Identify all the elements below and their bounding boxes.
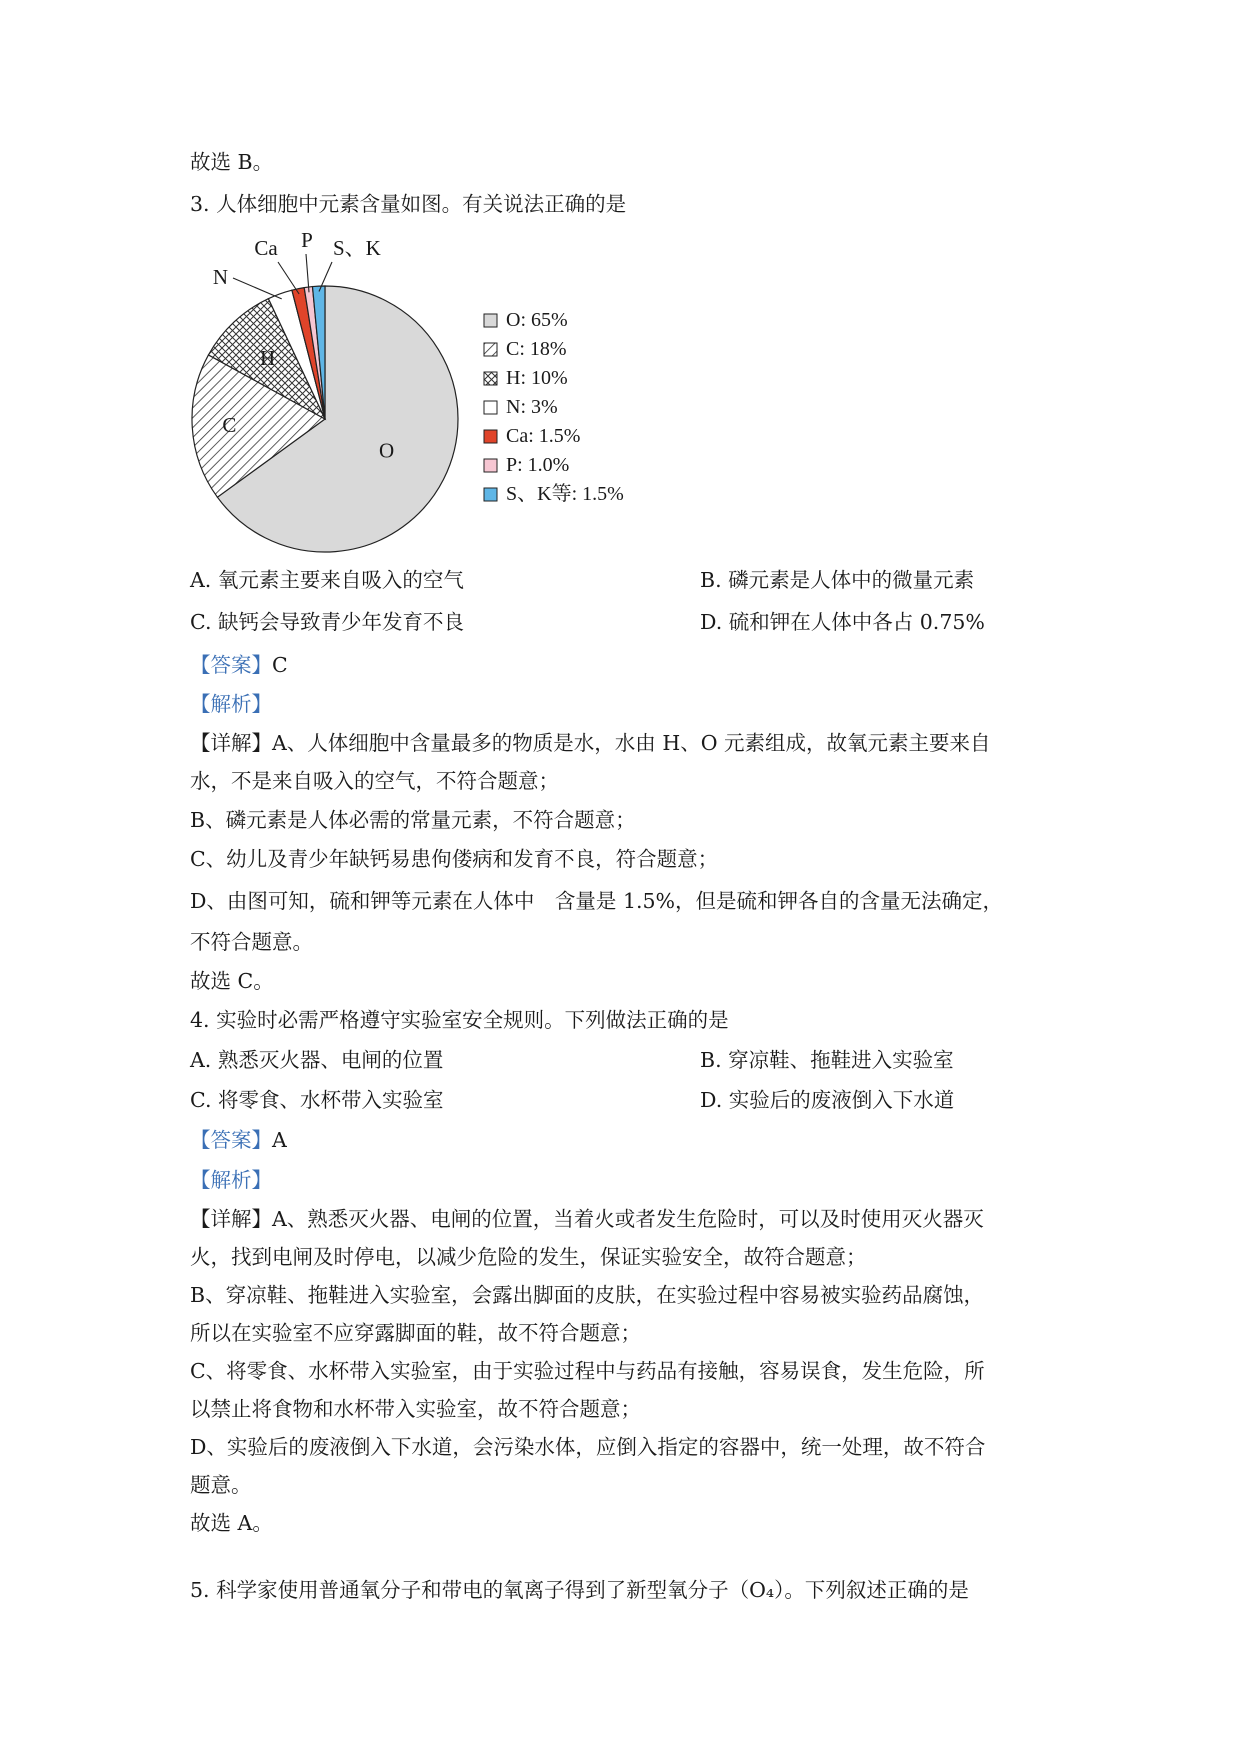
question-4: 4. 实验时必需严格遵守实验室安全规则。下列做法正确的是 [190,1008,729,1032]
question-3: 3. 人体细胞中元素含量如图。有关说法正确的是 [190,192,627,216]
explanation-line: 题意。 [190,1473,252,1497]
legend-label-c: C: 18% [506,338,567,360]
leader-line-ca [278,262,299,294]
analysis-tag: 【解析】 [190,1168,272,1192]
option-4b: B. 穿凉鞋、拖鞋进入实验室 [700,1048,954,1072]
legend-swatch-o [484,314,497,327]
explanation-line: C、将零食、水杯带入实验室，由于实验过程中与药品有接触，容易误食，发生危险，所 [190,1359,985,1383]
answer-value: C [272,653,288,677]
explanation-line: A、人体细胞中含量最多的物质是水，水由 H、O 元素组成，故氧元素主要来自 [272,731,991,755]
conclusion: 故选 A。 [190,1511,273,1535]
legend-swatch-n [484,401,497,414]
option-3a: A. 氧元素主要来自吸入的空气 [190,568,464,592]
explanation-line: 所以在实验室不应穿露脚面的鞋，故不符合题意； [190,1321,641,1345]
element-pie-chart [180,222,660,562]
explanation-line: D、由图可知，硫和钾等元素在人体中 含量是 1.5%，但是硫和钾各自的含量无法确定， [190,889,1004,913]
legend-swatch-ca [484,430,497,443]
detail-tag: 【详解】 [190,731,272,755]
explanation-line: 以禁止将食物和水杯带入实验室，故不符合题意； [190,1397,641,1421]
legend-swatch-sk [484,488,497,501]
legend-swatch-p [484,459,497,472]
detail-4 [190,1205,984,1233]
option-4a: A. 熟悉灭火器、电闸的位置 [190,1048,444,1072]
answer-3 [190,651,288,679]
question-5: 5. 科学家使用普通氧分子和带电的氧离子得到了新型氧分子（O₄）。下列叙述正确的是 [190,1578,969,1602]
pie-label-sk: S、K [333,236,381,260]
leader-line-n [233,278,282,299]
explanation-line: B、穿凉鞋、拖鞋进入实验室，会露出脚面的皮肤，在实验过程中容易被实验药品腐蚀， [190,1283,985,1307]
analysis-tag: 【解析】 [190,692,272,716]
legend-label-o: O: 65% [506,309,568,331]
explanation-line: 水，不是来自吸入的空气，不符合题意； [190,769,559,793]
pie-label-h: H [260,345,276,370]
option-3b: B. 磷元素是人体中的微量元素 [700,568,975,592]
legend-swatch-h [484,372,497,385]
explanation-line: C、幼儿及青少年缺钙易患佝偻病和发育不良，符合题意； [190,847,719,871]
detail-tag: 【详解】 [190,1207,272,1231]
pie-label-o: O [379,438,395,463]
legend-label-n: N: 3% [506,396,558,418]
detail-3 [190,729,991,757]
pie-legend [484,309,624,505]
explanation-line: 火，找到电闸及时停电，以减少危险的发生，保证实验安全，故符合题意； [190,1245,867,1269]
option-4d: D. 实验后的废液倒入下水道 [700,1088,955,1112]
answer-tag: 【答案】 [190,653,272,677]
pie-label-p: P [301,228,313,252]
explanation-line: D、实验后的废液倒入下水道，会污染水体，应倒入指定的容器中，统一处理，故不符合 [190,1435,986,1459]
pie-label-n: N [212,265,228,289]
conclusion: 故选 C。 [190,969,274,993]
option-3c: C. 缺钙会导致青少年发育不良 [190,610,464,634]
explanation-line: A、熟悉灭火器、电闸的位置，当着火或者发生危险时，可以及时使用灭火器灭 [272,1207,984,1231]
text-line: 故选 B。 [190,150,274,174]
option-4c: C. 将零食、水杯带入实验室 [190,1088,444,1112]
legend-swatch-c [484,343,497,356]
explanation-line: B、磷元素是人体必需的常量元素，不符合题意； [190,808,636,832]
legend-label-h: H: 10% [506,367,568,389]
legend-label-p: P: 1.0% [506,454,570,476]
explanation-line: 不符合题意。 [190,930,313,954]
answer-value: A [272,1128,287,1152]
pie-label-c: C [222,413,237,437]
legend-label-ca: Ca: 1.5% [506,425,581,447]
option-3d: D. 硫和钾在人体中各占 0.75% [700,610,985,634]
pie-label-ca: Ca [254,236,278,260]
answer-tag: 【答案】 [190,1128,272,1152]
answer-4 [190,1126,287,1154]
legend-label-sk: S、K等: 1.5% [506,483,624,505]
